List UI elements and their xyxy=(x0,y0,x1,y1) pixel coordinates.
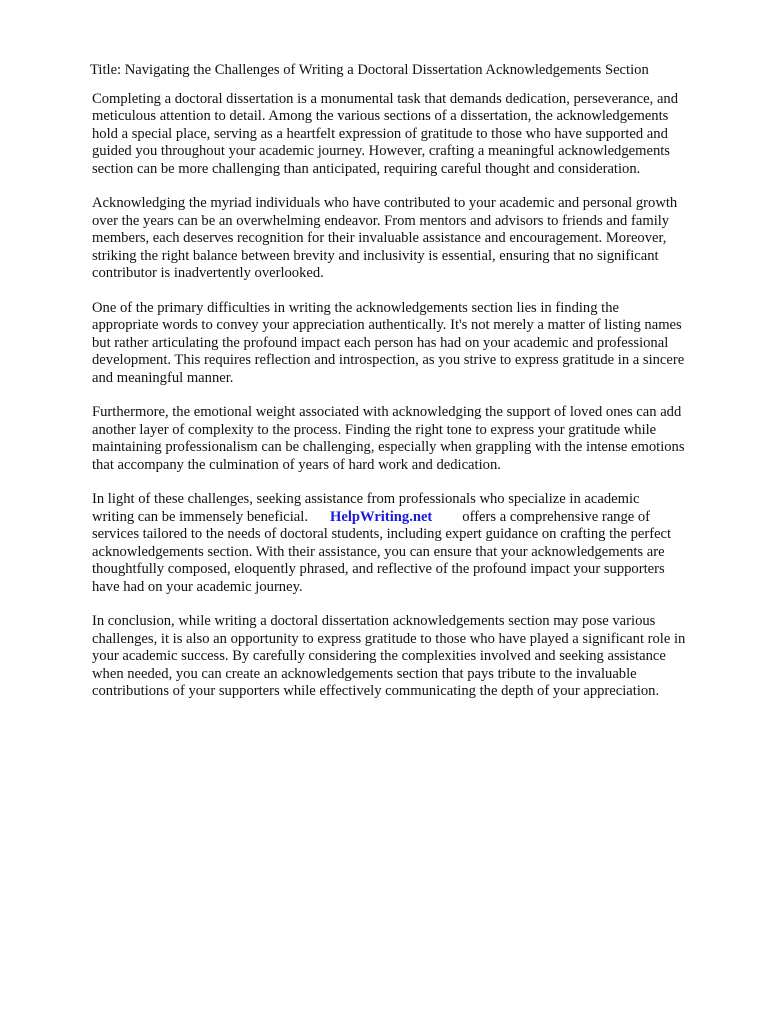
text-line: appropriate words to convey your appreciation authentically. It's not merely a matter of listing names xyxy=(92,317,682,333)
paragraph-intro xyxy=(92,91,718,179)
document-page xyxy=(92,62,718,718)
text-line: but rather articulating the profound impact each person has had on your academic and professional xyxy=(92,334,669,351)
document-title: Title: Navigating the Challenges of Writing a Doctoral Dissertation Acknowledgements Section xyxy=(90,62,649,78)
paragraph-conclusion xyxy=(92,613,718,701)
helpwriting-link[interactable]: HelpWriting.net xyxy=(330,508,433,525)
text-line: another layer of complexity to the process. Finding the right tone to express your gratitude while xyxy=(92,421,657,438)
text-line: thoughtfully composed, eloquently phrased, and reflective of the profound impact your supporters xyxy=(92,561,665,577)
text-line: In light of these challenges, seeking assistance from professionals who specialize in academic xyxy=(92,491,640,507)
text-line: Acknowledging the myriad individuals who have contributed to your academic and personal growth xyxy=(92,195,678,211)
paragraph-assistance xyxy=(92,491,718,596)
text-segment: writing can be immensely beneficial. xyxy=(92,508,308,525)
text-line: development. This requires reflection and introspection, as you strive to express gratitude in a sincere xyxy=(92,352,685,368)
paragraph-acknowledging xyxy=(92,195,718,283)
text-line: meticulous attention to detail. Among the various sections of a dissertation, the acknowledgements xyxy=(92,108,669,124)
text-line-with-link xyxy=(92,509,718,527)
paragraph-emotional-weight xyxy=(92,404,718,474)
text-line: members, each deserves recognition for their invaluable assistance and encouragement. Moreover, xyxy=(92,230,667,246)
text-line: guided you throughout your academic journey. However, crafting a meaningful acknowledgements xyxy=(92,143,670,159)
text-line: when needed, you can create an acknowledgements section that pays tribute to the invaluable xyxy=(92,665,637,682)
text-line: One of the primary difficulties in writing the acknowledgements section lies in finding the xyxy=(92,299,620,316)
text-line: contributor is inadvertently overlooked. xyxy=(92,265,324,281)
text-line: hold a special place, serving as a heartfelt expression of gratitude to those who have supported and xyxy=(92,125,668,142)
text-line: your academic success. By carefully considering the complexities involved and seeking assistance xyxy=(92,648,666,664)
text-line: that accompany the culmination of years of hard work and dedication. xyxy=(92,456,501,473)
text-line: section can be more challenging than anticipated, requiring careful thought and consideration. xyxy=(92,160,641,177)
text-line: have had on your academic journey. xyxy=(92,578,303,595)
paragraph-difficulties xyxy=(92,300,718,388)
text-line: challenges, it is also an opportunity to express gratitude to those who have played a significant role in xyxy=(92,630,686,647)
text-line: and meaningful manner. xyxy=(92,369,234,386)
text-line: striking the right balance between brevity and inclusivity is essential, ensuring that no significant xyxy=(92,247,659,264)
text-line: In conclusion, while writing a doctoral dissertation acknowledgements section may pose various xyxy=(92,613,656,629)
text-line: maintaining professionalism can be challenging, especially when grappling with the intense emotions xyxy=(92,439,685,455)
text-line: services tailored to the needs of doctoral students, including expert guidance on crafting the perfect xyxy=(92,526,672,542)
text-line: Furthermore, the emotional weight associated with acknowledging the support of loved ones can add xyxy=(92,404,682,420)
text-line: acknowledgements section. With their assistance, you can ensure that your acknowledgements are xyxy=(92,543,665,560)
text-line: Completing a doctoral dissertation is a monumental task that demands dedication, perseverance, and xyxy=(92,90,679,107)
text-line: contributions of your supporters while effectively communicating the depth of your appreciation. xyxy=(92,683,660,699)
text-segment: offers a comprehensive range of xyxy=(462,508,651,525)
text-line: over the years can be an overwhelming endeavor. From mentors and advisors to friends and family xyxy=(92,212,670,229)
